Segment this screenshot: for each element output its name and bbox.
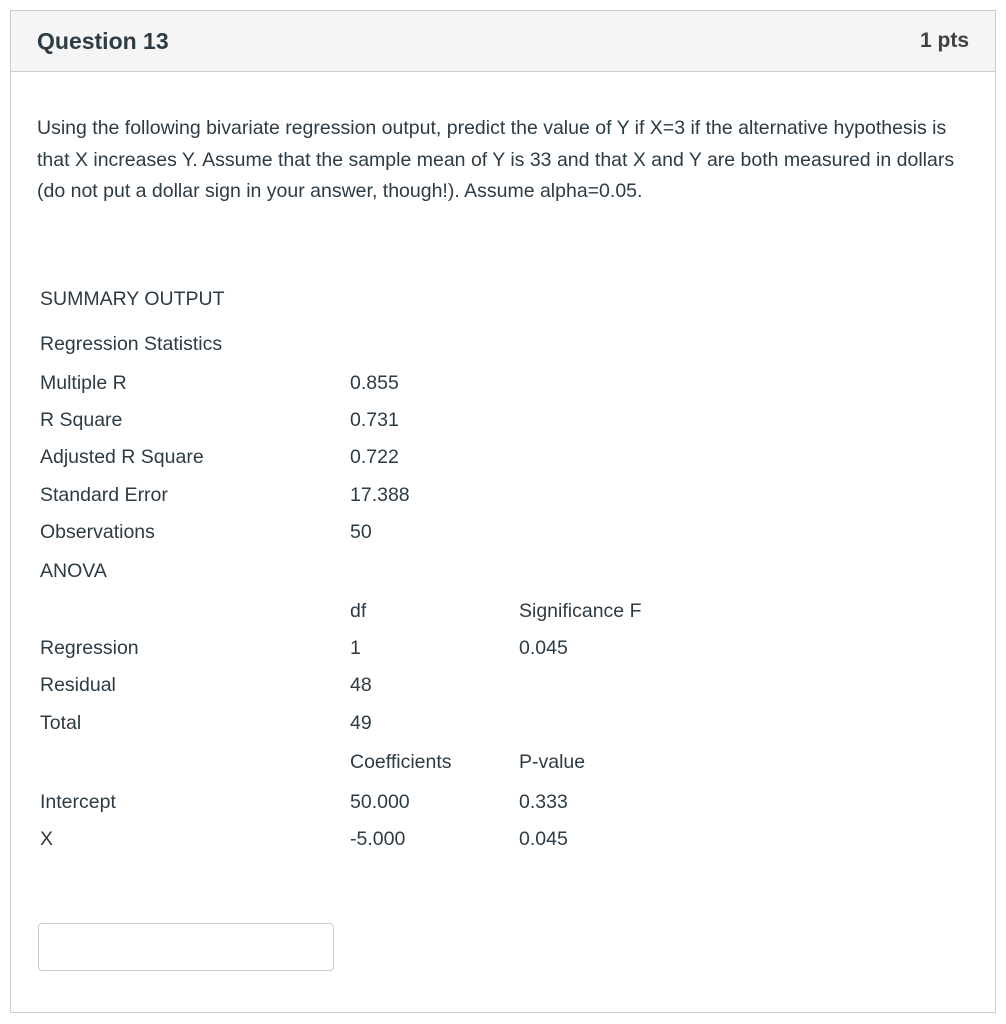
stat-value: 0.722 (350, 446, 399, 469)
stat-label: Adjusted R Square (40, 446, 204, 469)
anova-row (40, 705, 719, 742)
stat-label: Multiple R (40, 372, 127, 395)
anova-row-df: 48 (350, 674, 372, 697)
anova-row (40, 667, 719, 704)
anova-row-sigf (519, 667, 719, 704)
question-header (11, 11, 995, 72)
stat-label: R Square (40, 409, 123, 432)
question-card (10, 10, 996, 1013)
coef-row-label: Intercept (40, 790, 116, 813)
anova-label: ANOVA (40, 560, 107, 583)
coefficients-header: Coefficients (350, 751, 452, 774)
summary-output (40, 275, 719, 858)
coef-row-value: -5.000 (350, 827, 406, 850)
coef-row-label: X (40, 827, 54, 850)
regression-table (40, 275, 719, 858)
stat-value: 50 (350, 520, 372, 543)
stat-value: 0.855 (350, 372, 399, 395)
coef-row (40, 784, 719, 821)
anova-df-header: df (350, 600, 367, 623)
anova-row-df: 49 (350, 711, 372, 734)
stat-row (40, 477, 719, 514)
stat-label: Observations (40, 520, 155, 543)
anova-row-df: 1 (350, 637, 361, 660)
coef-row-pvalue: 0.045 (519, 827, 568, 850)
anova-row-label: Residual (40, 674, 116, 697)
stat-row (40, 365, 719, 402)
coef-row (40, 821, 719, 858)
question-points: 1 pts (919, 29, 969, 52)
answer-input[interactable] (38, 923, 334, 971)
pvalue-header: P-value (519, 751, 586, 774)
anova-row-sigf (519, 705, 719, 742)
coef-row-pvalue: 0.333 (519, 790, 568, 813)
anova-row-label: Regression (40, 637, 139, 660)
anova-sigf-header: Significance F (519, 600, 642, 623)
anova-row (40, 630, 719, 667)
stat-label: Standard Error (40, 483, 168, 506)
stat-value: 0.731 (350, 409, 399, 432)
question-title: Question 13 (37, 27, 169, 54)
stat-row (40, 514, 719, 551)
question-prompt: Using the following bivariate regression output, predict the value of Y if X=3 if the alternative hypothesis is that X increases Y. Assume that the sample mean of Y is 33 and that X and Y are both measured in dollars (do not put a dollar sign in your answer, though!). Assume alpha=0.05. (37, 117, 955, 202)
summary-heading: SUMMARY OUTPUT (40, 287, 225, 310)
stat-row (40, 402, 719, 439)
coef-row-value: 50.000 (350, 790, 410, 813)
stat-row (40, 439, 719, 476)
anova-row-label: Total (40, 711, 82, 734)
regression-statistics-label: Regression Statistics (40, 332, 223, 355)
stat-value: 17.388 (350, 483, 410, 506)
anova-row-sigf: 0.045 (519, 637, 568, 660)
